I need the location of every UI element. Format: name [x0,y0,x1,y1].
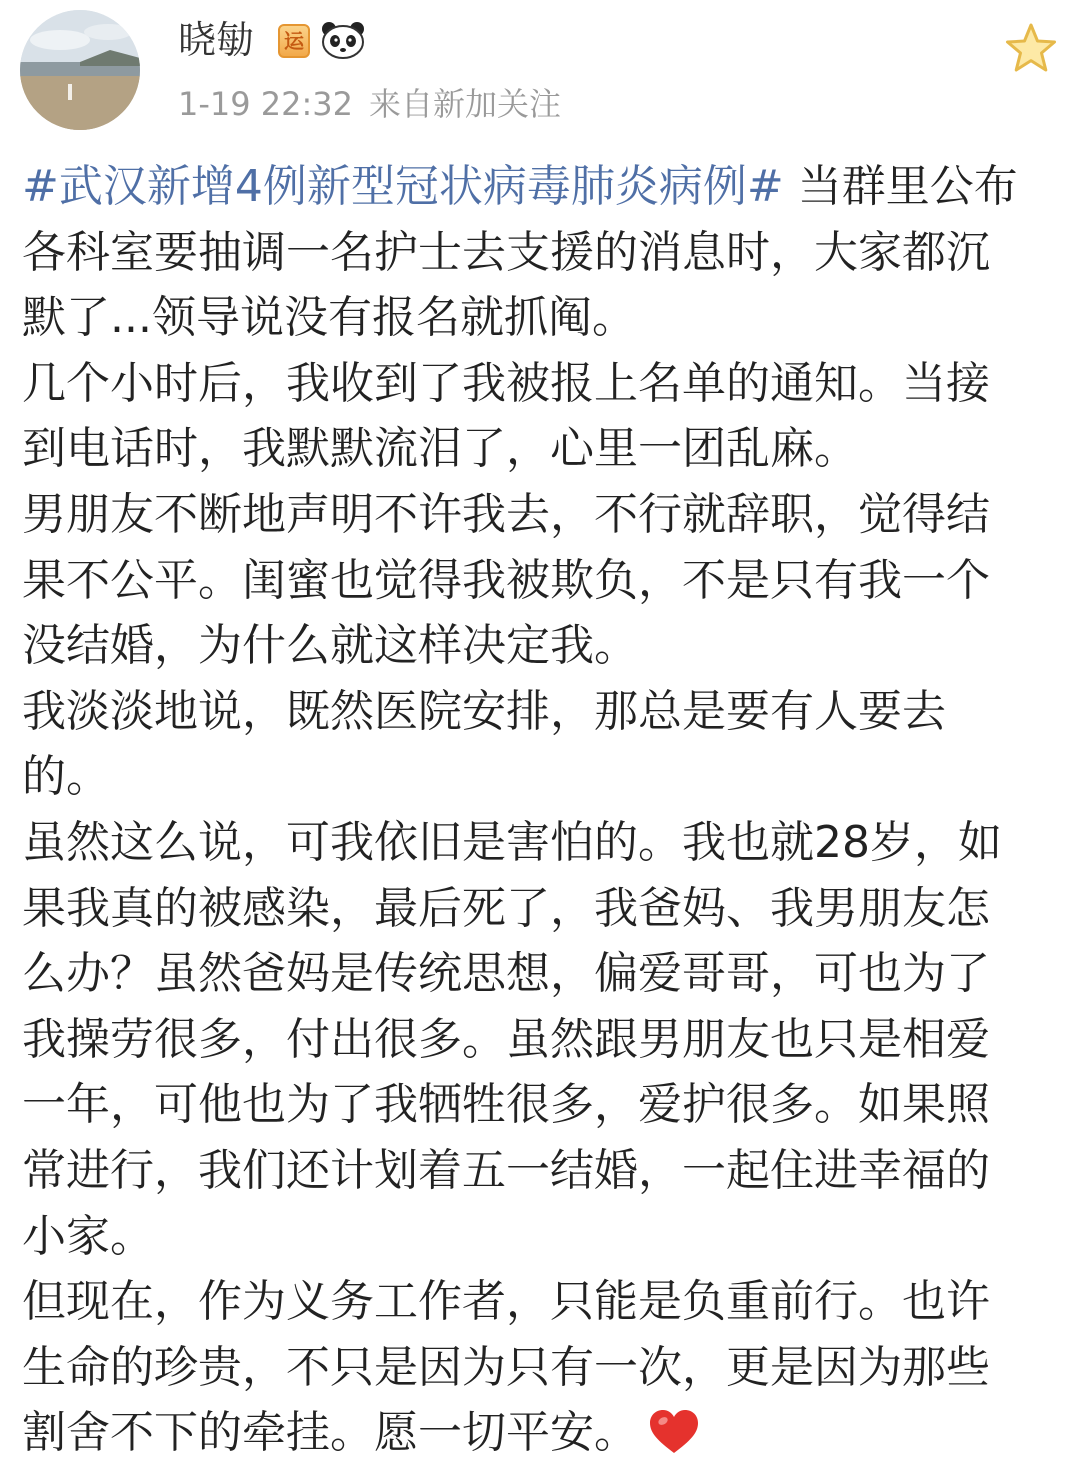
post-content [22,154,1062,1466]
post-line: 果不公平。闺蜜也觉得我被欺负，不是只有我一个 [22,554,990,606]
post-line: 小家。 [22,1210,154,1262]
username[interactable]: 晓勄 [178,18,255,62]
post-meta [178,84,561,124]
yun-badge-label: 运 [284,29,304,53]
post-text: 当群里公布 [783,161,1018,212]
post-line: 没结婚，为什么就这样决定我。 [22,620,638,672]
post-line: 果我真的被感染，最后死了，我爸妈、我男朋友怎 [22,882,990,934]
yun-badge-icon[interactable] [278,24,310,58]
post-header [0,0,1080,150]
post-line [22,1400,1062,1466]
topic-hashtag-link[interactable]: #武汉新增4例新型冠状病毒肺炎病例# [22,161,784,212]
post-line: 男朋友不断地声明不许我去，不行就辞职，觉得结 [22,488,990,540]
post-line: 常进行，我们还计划着五一结婚，一起住进幸福的 [22,1144,990,1196]
heart-icon [648,1409,700,1455]
post-line: 虽然这么说，可我依旧是害怕的。我也就28岁，如 [22,816,1002,868]
post-line [22,154,1062,220]
post-text: 割舍不下的牵挂。愿一切平安。 [22,1407,638,1459]
post-line: 么办？虽然爸妈是传统思想，偏爱哥哥，可也为了 [22,948,990,1000]
avatar[interactable] [20,10,140,130]
post-line: 的。 [22,751,110,803]
panda-icon[interactable] [320,20,366,60]
post-line: 一年，可他也为了我牺牲很多，爱护很多。如果照 [22,1079,990,1131]
star-icon[interactable] [1004,22,1058,74]
avatar-image [20,10,140,130]
post-source: 来自新加关注 [369,85,562,123]
post-line: 各科室要抽调一名护士去支援的消息时，大家都沉 [22,226,990,278]
post-timestamp: 1-19 22:32 [178,85,354,123]
post-line: 我淡淡地说，既然医院安排，那总是要有人要去 [22,685,946,737]
post-line: 几个小时后，我收到了我被报上名单的通知。当接 [22,357,990,409]
post-line: 默了...领导说没有报名就抓阄。 [22,292,636,344]
post-line: 但现在，作为义务工作者，只能是负重前行。也许 [22,1276,990,1328]
post-line: 我操劳很多，付出很多。虽然跟男朋友也只是相爱 [22,1013,990,1065]
post-line: 到电话时，我默默流泪了，心里一团乱麻。 [22,423,858,475]
post-line: 生命的珍贵，不只是因为只有一次，更是因为那些 [22,1341,990,1393]
